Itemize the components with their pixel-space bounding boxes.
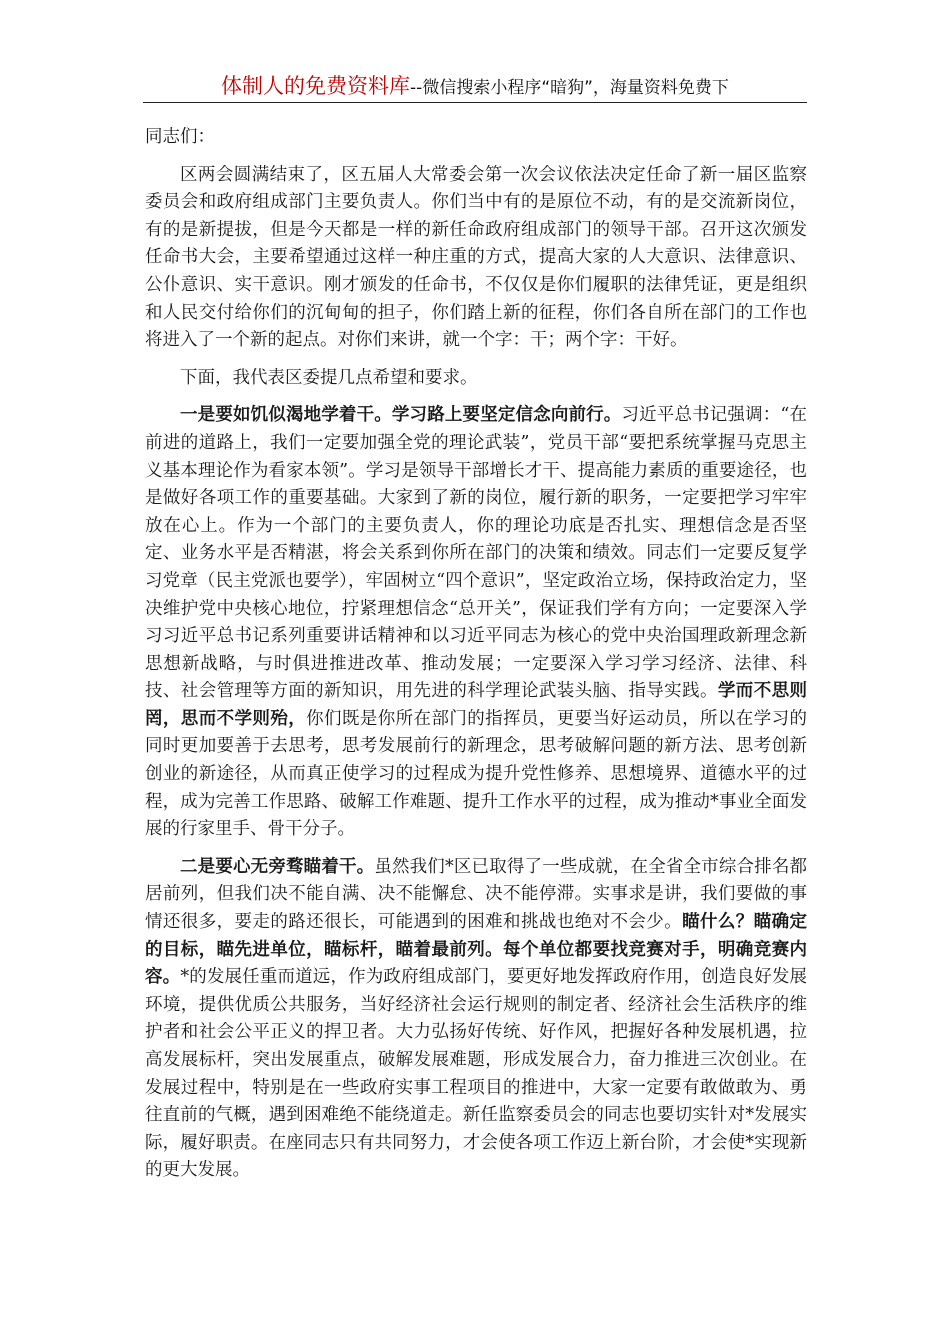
header-tagline: --微信搜索小程序“暗狗”，海量资料免费下 (410, 78, 729, 98)
point-two-text-continued: *的发展任重而道远，作为政府组成部门，要更好地发挥政府作用，创造良好发展环境，提供优质公共服务，当好经济社会运行规则的制定者、经济社会生活秩序的维护者和社会公平正义的捍卫者。大力弘扬好传统、好作风，把握好各种发展机遇，拉高发展标杆，突出发展重点，破解发展难题，形成发展合力，奋力推进三次创业。在发展过程中，特别是在一些政府实事工程项目的推进中，大家一定要有敢做敢为、勇往直前的气概，遇到困难绝不能绕道走。新任监察委员会的同志也要切实针对*发展实际，履好职责。在座同志只有共同努力，才会使各项工作迈上新台阶，才会使*实现新的更大发展。 (145, 967, 807, 1181)
paragraph-transition: 下面，我代表区委提几点希望和要求。 (180, 367, 478, 388)
paragraph-point-one (145, 402, 807, 844)
document-body (145, 124, 807, 1185)
page-header (143, 72, 807, 103)
point-one-quote: 学而不思则罔，思而不学则殆， (145, 681, 808, 729)
paragraph-intro: 区两会圆满结束了，区五届人大常委会第一次会议依法决定任命了新一届区监察委员会和政府组成部门主要负责人。你们当中有的是原位不动，有的是交流新岗位，有的是新提拔，但是今天都是一样的新任命政府组成部门的领导干部。召开这次颁发任命书大会，主要希望通过这样一种庄重的方式，提高大家的人大意识、法律意识、公仆意识、实干意识。刚才颁发的任命书，不仅仅是你们履职的法律凭证，更是组织和人民交付给你们的沉甸甸的担子，你们踏上新的征程，你们各自所在部门的工作也将进入了一个新的起点。对你们来讲，就一个字：干；两个字：干好。 (145, 164, 807, 351)
point-one-text: 习近平总书记强调：“在前进的道路上，我们一定要加强全党的理论武装”，党员干部“要把系统掌握马克思主义基本理论作为看家本领”。学习是领导干部增长才干、提高能力素质的重要途径，也是做好各项工作的重要基础。大家到了新的岗位，履行新的职务，一定要把学习牢牢放在心上。作为一个部门的主要负责人，你的理论功底是否扎实、理想信念是否坚定、业务水平是否精湛，将会关系到你所在部门的决策和绩效。同志们一定要反复学习党章（民主党派也要学），牢固树立“四个意识”，坚定政治立场，保持政治定力，坚决维护党中央核心地位，拧紧理想信念“总开关”，保证我们学有方向；一定要深入学习习近平总书记系列重要讲话精神和以习近平同志为核心的党中央治国理政新理念新思想新战略，与时俱进推进改革、推动发展；一定要深入学习学习经济、法律、科技、社会管理等方面的新知识，用先进的科学理论武装头脑、指导实践。 (145, 405, 807, 702)
point-one-heading: 一是要如饥似渴地学着干。学习路上要坚定信念向前行。 (180, 405, 622, 426)
point-two-text: 虽然我们*区已取得了一些成就，在全省全市综合排名都居前列，但我们决不能自满、决不能懈怠、决不能停滞。实事求是讲，我们要做的事情还很多，要走的路还很长，可能遇到的困难和挑战也绝对不会少。 (145, 856, 808, 933)
point-one-text-continued: 你们既是你所在部门的指挥员，更要当好运动员，所以在学习的同时更加要善于去思考，思考发展前行的新理念，思考破解问题的新方法、思考创新创业的新途径，从而真正使学习的过程成为提升党性修养、思想境界、道德水平的过程，成为完善工作思路、破解工作难题、提升工作水平的过程，成为推动*事业全面发展的行家里手、骨干分子。 (145, 708, 807, 840)
point-two-emphasis: 瞄什么？瞄确定的目标，瞄先进单位，瞄标杆，瞄着最前列。每个单位都要找竞赛对手，明确竞赛内容。 (145, 912, 808, 988)
header-brand: 体制人的免费资料库 (221, 74, 411, 98)
paragraph-point-two (145, 854, 807, 1185)
point-two-heading: 二是要心无旁骛瞄着干。 (180, 856, 375, 877)
salutation: 同志们： (145, 127, 215, 147)
